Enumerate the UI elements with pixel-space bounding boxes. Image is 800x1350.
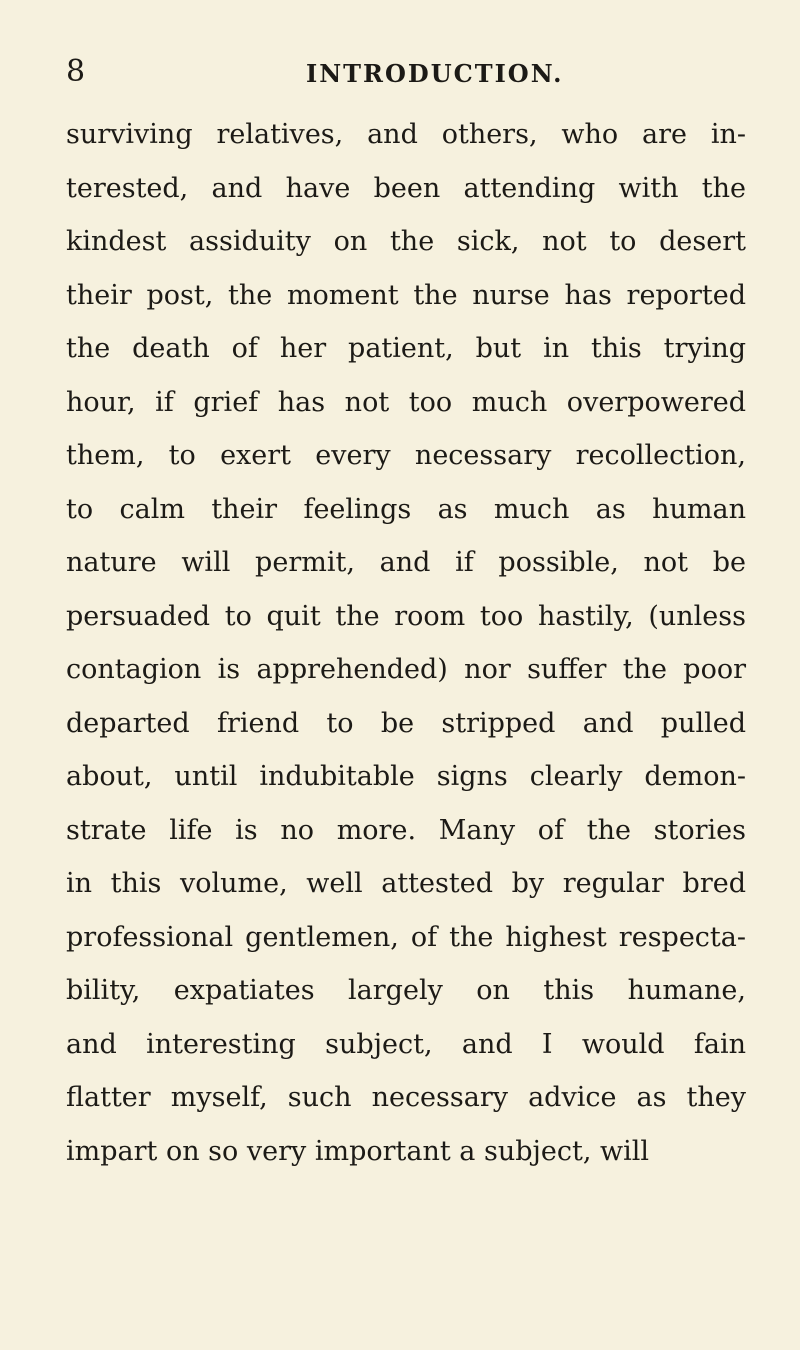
- text-line: strate life is no more. Many of the stories: [66, 814, 746, 846]
- text-line: in this volume, well attested by regular bred: [66, 868, 746, 899]
- text-line: and interesting subject, and I would fain: [66, 1028, 746, 1060]
- text-line: about, until indubitable signs clearly demon-: [66, 761, 746, 792]
- text-line: departed friend to be stripped and pulled: [66, 707, 746, 739]
- text-line: impart on so very important a subject, will: [66, 1135, 650, 1167]
- text-line: the death of her patient, but in this trying: [66, 333, 746, 364]
- text-line: terested, and have been attending with the: [66, 172, 746, 204]
- text-line: to calm their feelings as much as human: [66, 493, 746, 525]
- text-line: contagion is apprehended) nor suffer the poor: [66, 654, 746, 685]
- text-line: kindest assiduity on the sick, not to desert: [66, 226, 746, 257]
- text-line: professional gentlemen, of the highest respecta-: [66, 921, 746, 953]
- text-line: their post, the moment the nurse has reported: [66, 279, 746, 311]
- text-line: bility, expatiates largely on this humane,: [66, 975, 746, 1006]
- text-line: flatter myself, such necessary advice as they: [66, 1082, 746, 1113]
- text-line: them, to exert every necessary recollection,: [66, 440, 746, 471]
- body-text: [66, 108, 746, 1178]
- running-head: INTRODUCTION.: [306, 59, 564, 88]
- text-line: surviving relatives, and others, who are in-: [66, 119, 746, 150]
- page-number: 8: [66, 54, 86, 89]
- page-header: [0, 52, 800, 92]
- text-line: nature will permit, and if possible, not be: [66, 547, 746, 578]
- text-line: hour, if grief has not too much overpowered: [66, 386, 746, 418]
- text-line: persuaded to quit the room too hastily, (unless: [66, 600, 746, 632]
